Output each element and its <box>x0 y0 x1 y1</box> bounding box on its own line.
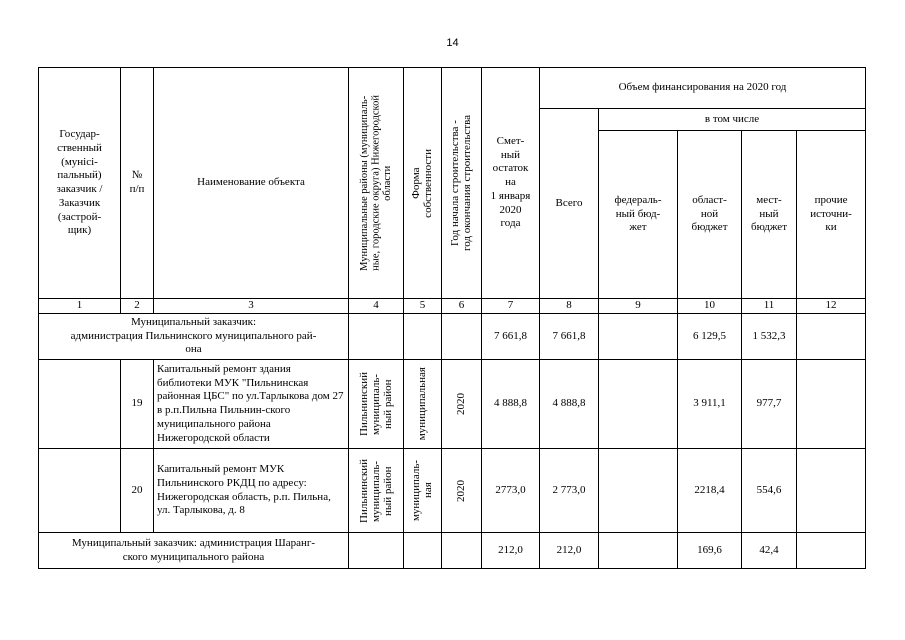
local-value: 42,4 <box>742 533 797 569</box>
header-districts-text: Муниципальные районы (муниципаль- ные, городские округа) Нижегородской области <box>358 95 393 271</box>
header-object-name: Наименование объекта <box>154 68 349 299</box>
header-remaining: Смет- ный остаток на 1 января 2020 года <box>482 68 540 299</box>
group-row-sharangsky <box>39 533 866 569</box>
col-number: 10 <box>678 299 742 314</box>
other-value <box>797 314 866 360</box>
header-number: № п/п <box>121 68 154 299</box>
ownership-text: муниципальная <box>416 367 429 441</box>
other-value <box>797 449 866 533</box>
year-cell <box>442 360 482 449</box>
local-value: 554,6 <box>742 449 797 533</box>
year-text: 2020 <box>455 393 468 415</box>
group-customer-label: Муниципальный заказчик: администрация Пильнинского муниципального рай- она <box>39 314 349 360</box>
header-regional: област- ной бюджет <box>678 131 742 299</box>
ownership-text: муниципаль- ная <box>410 459 435 522</box>
customer-cell <box>39 360 121 449</box>
table-row <box>39 360 866 449</box>
col-number: 5 <box>404 299 442 314</box>
header-federal: федераль- ный бюд- жет <box>599 131 678 299</box>
object-name: Капитальный ремонт МУК Пильнинского РКДЦ по адресу: Нижегородская область, р.п. Пильна, ул. Тарлыкова, д. 8 <box>154 449 349 533</box>
col-number: 7 <box>482 299 540 314</box>
district-text: Пильнинский муниципаль- ный район <box>357 458 395 523</box>
empty-cell <box>404 314 442 360</box>
federal-value <box>599 314 678 360</box>
col-number: 4 <box>349 299 404 314</box>
federal-value <box>599 360 678 449</box>
header-districts <box>349 68 404 299</box>
header-years <box>442 68 482 299</box>
federal-value <box>599 533 678 569</box>
regional-value: 3 911,1 <box>678 360 742 449</box>
header-including: в том числе <box>599 109 866 131</box>
remaining-value: 4 888,8 <box>482 360 540 449</box>
regional-value: 2218,4 <box>678 449 742 533</box>
object-name: Капитальный ремонт здания библиотеки МУК "Пильнинская районная ЦБС" по ул.Тарлыкова дом 27 в р.п.Пильна Пильнин-ского муниципального района Нижегородской области <box>154 360 349 449</box>
ownership-cell <box>404 449 442 533</box>
remaining-value: 2773,0 <box>482 449 540 533</box>
group-customer-label: Муниципальный заказчик: администрация Шаранг- ского муниципального района <box>39 533 349 569</box>
header-local: мест- ный бюджет <box>742 131 797 299</box>
district-cell <box>349 449 404 533</box>
col-number: 12 <box>797 299 866 314</box>
district-text: Пильнинский муниципаль- ный район <box>357 372 395 436</box>
year-cell <box>442 449 482 533</box>
federal-value <box>599 449 678 533</box>
col-number: 6 <box>442 299 482 314</box>
local-value: 977,7 <box>742 360 797 449</box>
remaining-value: 212,0 <box>482 533 540 569</box>
header-years-text: Год начала строительства - год окончания строительства <box>449 115 474 251</box>
financing-table <box>38 67 866 569</box>
header-ownership <box>404 68 442 299</box>
col-number: 1 <box>39 299 121 314</box>
remaining-value: 7 661,8 <box>482 314 540 360</box>
empty-cell <box>442 314 482 360</box>
column-number-row <box>39 299 866 314</box>
header-other: прочие источни- ки <box>797 131 866 299</box>
item-number: 19 <box>121 360 154 449</box>
total-value: 2 773,0 <box>540 449 599 533</box>
total-value: 7 661,8 <box>540 314 599 360</box>
header-ownership-text: Форма собственности <box>410 148 435 218</box>
other-value <box>797 533 866 569</box>
other-value <box>797 360 866 449</box>
empty-cell <box>349 314 404 360</box>
item-number: 20 <box>121 449 154 533</box>
regional-value: 6 129,5 <box>678 314 742 360</box>
local-value: 1 532,3 <box>742 314 797 360</box>
header-funding-title: Объем финансирования на 2020 год <box>540 68 866 109</box>
header-total: Всего <box>540 109 599 299</box>
ownership-cell <box>404 360 442 449</box>
year-text: 2020 <box>455 479 468 502</box>
empty-cell <box>404 533 442 569</box>
col-number: 8 <box>540 299 599 314</box>
header-customer: Государ- ственный (мунici- пальный) заказчик / Заказчик (застрой- щик) <box>39 68 121 299</box>
total-value: 212,0 <box>540 533 599 569</box>
col-number: 11 <box>742 299 797 314</box>
empty-cell <box>442 533 482 569</box>
regional-value: 169,6 <box>678 533 742 569</box>
customer-cell <box>39 449 121 533</box>
col-number: 2 <box>121 299 154 314</box>
page-number: 14 <box>446 37 459 49</box>
empty-cell <box>349 533 404 569</box>
total-value: 4 888,8 <box>540 360 599 449</box>
col-number: 9 <box>599 299 678 314</box>
district-cell <box>349 360 404 449</box>
col-number: 3 <box>154 299 349 314</box>
table-row <box>39 449 866 533</box>
group-row-pilninsky <box>39 314 866 360</box>
